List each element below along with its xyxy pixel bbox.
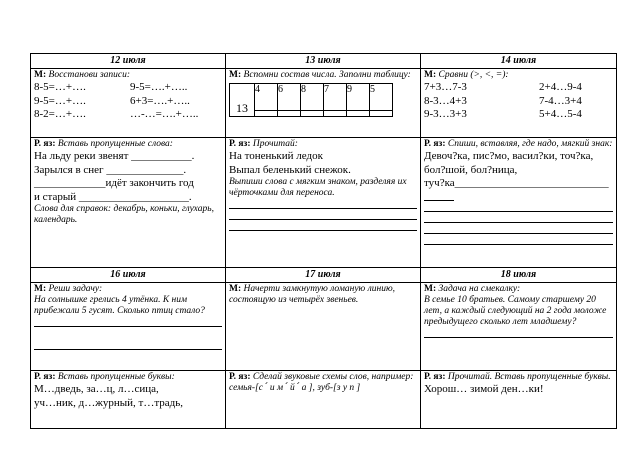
subject-label: Р. яз: [424, 372, 446, 382]
answer-line [424, 225, 613, 234]
expression-row [34, 108, 222, 122]
expression: 6+3=….+….. [130, 94, 190, 107]
expression: 8-3…4+3 [424, 94, 467, 107]
subject-label: М: [424, 70, 437, 80]
text-line: и старый ____________________. [34, 190, 192, 203]
task-text: Вспомни состав числа. Заполни таблицу: [243, 70, 411, 80]
text-line: На льду реки звенят ___________. [34, 150, 195, 162]
empty-cell [324, 111, 347, 117]
day-header: 17 июля [226, 268, 421, 283]
expression: 7-4…3+4 [539, 94, 582, 107]
hint-text: Слова для справок: декабрь, коньки, глухарь, календарь. [34, 204, 214, 225]
task-row [31, 371, 617, 429]
subject-label: Р. яз: [229, 139, 251, 149]
task-row [31, 138, 617, 268]
task-text: Реши задачу: [48, 284, 103, 294]
expression: 2+4…9-4 [539, 81, 582, 93]
expression-row [424, 108, 613, 122]
expression: 5+4…5-4 [539, 108, 582, 120]
cell-math-problem [31, 283, 226, 371]
task-text: Восстанови записи: [48, 70, 131, 80]
expression: 8-2=…+…. [34, 108, 86, 120]
text-line: На тоненький ледок [229, 150, 323, 162]
cell-russian-missing-words [31, 138, 226, 268]
subject-label: М: [34, 284, 47, 294]
number-cell: 4 [255, 84, 278, 111]
answer-line [229, 211, 417, 220]
cell-math-restore [31, 69, 226, 138]
expression: 8-5=…+…. [34, 81, 86, 93]
task-text: Вставь пропущенные буквы: [57, 372, 175, 382]
day-header: 12 июля [31, 54, 226, 69]
text-line: Девоч?ка, пис?мо, васил?ки, точ?ка, [424, 150, 594, 162]
subject-label: Р. яз: [34, 372, 56, 382]
answer-line [424, 236, 613, 245]
answer-line [229, 200, 417, 209]
day-header: 16 июля [31, 268, 226, 283]
number-cell: 5 [370, 84, 393, 111]
number-cell: 13 [230, 84, 255, 117]
answer-line [424, 329, 613, 338]
expression: 7+3…7-3 [424, 81, 467, 93]
task-text: Вставь пропущенные слова: [57, 139, 173, 149]
day-header: 13 июля [226, 54, 421, 69]
text-line: Хорош… зимой ден…ки! [424, 383, 544, 395]
task-note: Выпиши слова с мягким знаком, разделяя их чёрточками для переноса. [229, 177, 407, 198]
number-composition-table [229, 83, 393, 117]
day-header: 14 июля [421, 54, 617, 69]
task-text: Прочитай. Вставь пропущенные буквы. [447, 372, 611, 382]
task-text: Сделай звуковые схемы слов, например: семья-[с ՛ и м ՛ й ՛ а ], зуб-[з у п ] [229, 372, 414, 393]
expression: …-…=….+….. [130, 108, 199, 120]
cell-russian-sound-schemes [226, 371, 421, 429]
cell-math-compare [421, 69, 617, 138]
empty-cell [255, 111, 278, 117]
subject-label: М: [424, 284, 437, 294]
expression-row [34, 81, 222, 95]
expression-row [424, 81, 613, 95]
answer-line [424, 203, 613, 212]
text-line: бол?шой, бол?ница, [424, 163, 518, 176]
text-line: _____________идёт закончить год [34, 177, 194, 189]
number-cell: 6 [278, 84, 301, 111]
cell-math-polyline [226, 283, 421, 371]
task-text: Задача на смекалку: [438, 284, 521, 294]
subject-label: М: [34, 70, 47, 80]
expression-row [34, 95, 222, 109]
answer-line [424, 214, 613, 223]
subject-label: Р. яз: [34, 139, 56, 149]
date-row [31, 54, 617, 69]
cell-math-puzzle [421, 283, 617, 371]
task-text: Начерти замкнутую ломаную линию, состоящую из четырёх звеньев. [229, 284, 396, 305]
number-cell: 7 [324, 84, 347, 111]
cell-russian-soft-sign [421, 138, 617, 268]
answer-line [424, 192, 454, 201]
task-text: Сравни (>, <, =): [438, 70, 509, 80]
text-line: Зарылся в снег ______________. [34, 163, 187, 176]
answer-line [34, 318, 222, 327]
empty-cell [370, 111, 393, 117]
number-cell: 9 [347, 84, 370, 111]
answer-line [34, 341, 222, 350]
empty-cell [347, 111, 370, 117]
task-row [31, 69, 617, 138]
cell-russian-read-letters [421, 371, 617, 429]
date-row [31, 268, 617, 283]
cell-russian-read [226, 138, 421, 268]
text-line: уч…ник, д…журный, т…традь, [34, 396, 184, 409]
problem-text: На солнышке грелись 4 утёнка. К ним прибежали 5 гусят. Сколько птиц стало? [34, 295, 205, 316]
answer-line [229, 222, 417, 231]
subject-label: Р. яз: [229, 372, 251, 382]
task-text: Спиши, вставляя, где надо, мягкий знак: [447, 139, 613, 149]
text-line: Выпал беленький снежок. [229, 163, 351, 176]
task-text: Прочитай: [252, 139, 298, 149]
task-row [31, 283, 617, 371]
cell-number-composition [226, 69, 421, 138]
subject-label: М: [229, 284, 242, 294]
schedule-table [30, 53, 617, 429]
problem-text: В семье 10 братьев. Самому старшему 20 лет, а каждый следующий на 2 года моложе предыдущего сколько лет младшему? [424, 295, 607, 327]
empty-cell [278, 111, 301, 117]
text-line: туч?ка____________________________ [424, 177, 609, 189]
expression: 9-5=….+….. [130, 81, 188, 93]
text-line: М…дведь, за…ц, л…сица, [34, 383, 159, 395]
subject-label: Р. яз: [424, 139, 446, 149]
day-header: 18 июля [421, 268, 617, 283]
expression: 9-3…3+3 [424, 108, 467, 120]
expression: 9-5=…+…. [34, 94, 86, 107]
expression-row [424, 95, 613, 109]
subject-label: М: [229, 70, 242, 80]
cell-russian-missing-letters [31, 371, 226, 429]
empty-cell [301, 111, 324, 117]
number-cell: 8 [301, 84, 324, 111]
